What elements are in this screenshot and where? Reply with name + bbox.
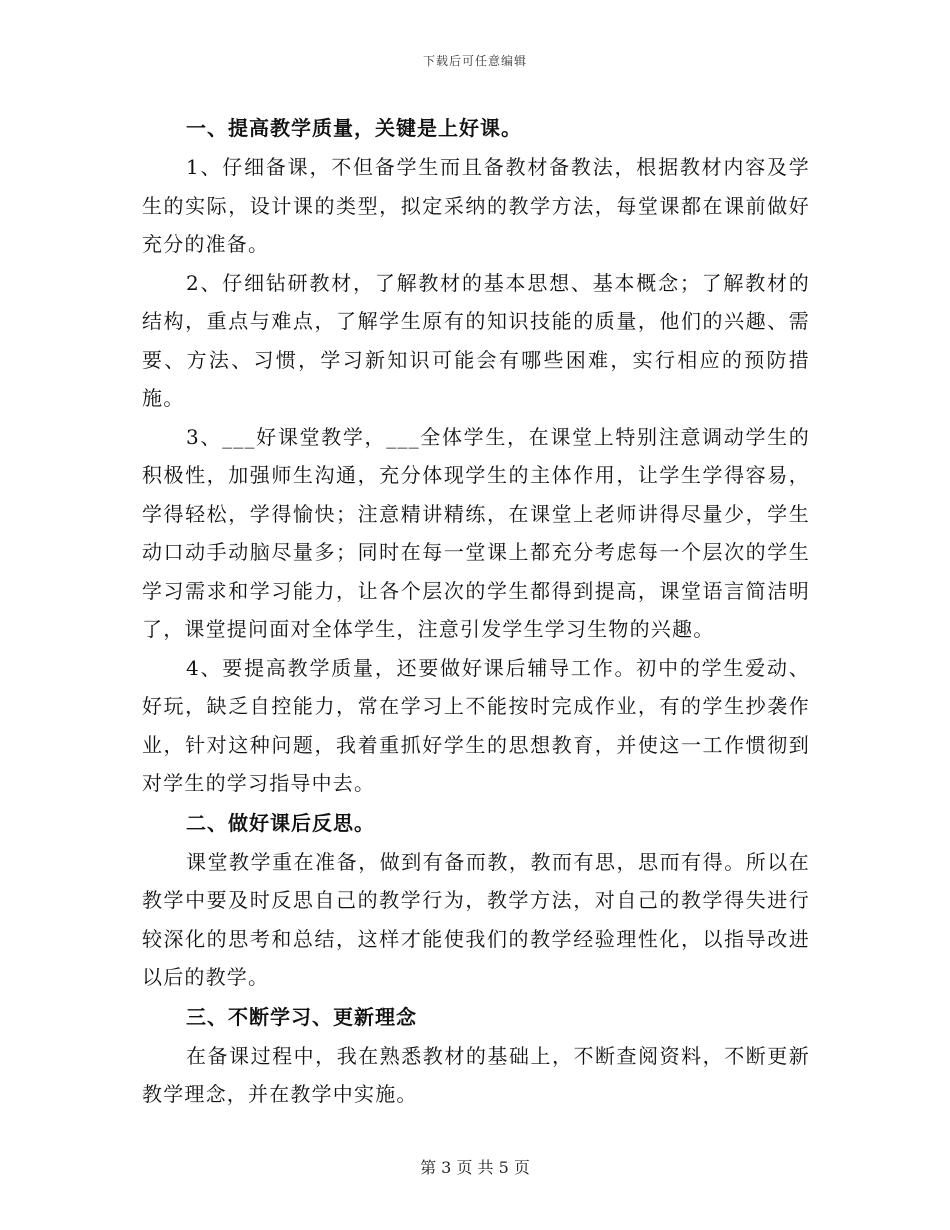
paragraph-1-3: 3、___好课堂教学，___全体学生，在课堂上特别注意调动学生的积极性，加强师生沟通，充分体现学生的主体作用，让学生学得容易，学得轻松，学得愉快；注意精讲精练，在课堂上老师讲得尽量少，学生动口动手动脑尽量多；同时在每一堂课上都充分考虑每一个层次的学生学习需求和学习能力，让各个层次的学生都得到提高，课堂语言简洁明了，课堂提问面对全体学生，注意引发学生学习生物的兴趣。 <box>142 424 810 641</box>
section-2 <box>142 803 810 997</box>
paragraph-1-2: 2、仔细钻研教材，了解教材的基本思想、基本概念；了解教材的结构，重点与难点，了解学生原有的知识技能的质量，他们的兴趣、需要、方法、习惯，学习新知识可能会有哪些困难，实行相应的预防措施。 <box>142 270 810 410</box>
section-heading-2: 二、做好课后反思。 <box>186 810 375 835</box>
page-header: 下载后可任意编辑 <box>422 54 527 68</box>
paragraph-3-1: 在备课过程中，我在熟悉教材的基础上，不断查阅资料，不断更新教学理念，并在教学中实施。 <box>142 1043 810 1106</box>
paragraph-1-4: 4、要提高教学质量，还要做好课后辅导工作。初中的学生爱动、好玩，缺乏自控能力，常在学习上不能按时完成作业，有的学生抄袭作业，针对这种问题，我着重抓好学生的思想教育，并使这一工作惯彻到对学生的学习指导中去。 <box>142 655 810 795</box>
section-1 <box>142 108 810 803</box>
section-heading-3: 三、不断学习、更新理念 <box>186 1004 417 1029</box>
section-3 <box>142 997 810 1114</box>
section-heading-1: 一、提高教学质量，关键是上好课。 <box>186 116 522 140</box>
paragraph-1-1: 1、仔细备课，不但备学生而且备教材备教法，根据教材内容及学生的实际，设计课的类型，拟定采纳的教学方法，每堂课都在课前做好充分的准备。 <box>142 155 810 256</box>
page-footer: 第 3 页 共 5 页 <box>420 1158 530 1177</box>
document-body <box>142 108 810 1114</box>
paragraph-2-1: 课堂教学重在准备，做到有备而教，教而有思，思而有得。所以在教学中要及时反思自己的教学行为，教学方法，对自己的教学得失进行较深化的思考和总结，这样才能使我们的教学经验理性化，以指导改进以后的教学。 <box>142 849 810 989</box>
